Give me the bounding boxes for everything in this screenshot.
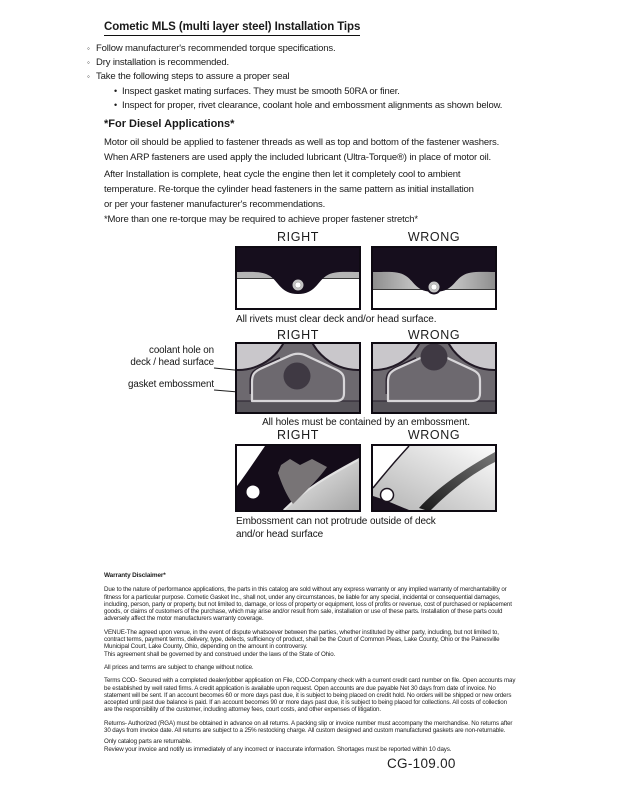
bullet-icon: • [114, 100, 118, 110]
list-item [114, 84, 502, 98]
protrusion-wrong-diagram [371, 444, 497, 512]
page-number: CG-109.00 [387, 756, 456, 771]
bullet-text: Dry installation is recommended. [96, 57, 230, 68]
embossment-containment-wrong-diagram [371, 342, 497, 414]
page-title: Cometic MLS (multi layer steel) Installation Tips [104, 21, 360, 36]
protrusion-wrong-drawing [373, 446, 495, 510]
gasket-embossment-label: gasket embossment [128, 379, 214, 390]
rivet-clearance-right-diagram [235, 246, 361, 310]
caption-rivets: All rivets must clear deck and/or head surface. [236, 314, 437, 325]
review-invoice-note: Review your invoice and notify us immediately of any incorrect or inaccurate information. Shortages must be reported within 10 days. [104, 745, 452, 753]
disclaimer-paragraph: Due to the nature of performance applications, the parts in this catalog are sold without any express warranty or any implied warranty of merchantability or fitness for a particular purpose. Cometic Gasket Inc., shall not, under any circumstances, be liable for any special, incidental or consequential damages, including, person, party or property, but not limited to, damage, or loss of property or equipment, loss of profits or revenue, cost of purchased or replacement goods, or claims of customers of the purchase, which may arise and/or result from sale, installation or use of these parts. Installation of these parts could adversely affect the motor manufacturers warranty coverage. [104, 586, 512, 623]
containment-right-drawing [237, 344, 359, 412]
diesel-applications-heading: *For Diesel Applications* [104, 118, 235, 130]
bullet-icon: • [114, 86, 118, 96]
rivet-wrong-drawing [373, 248, 495, 308]
protrusion-right-drawing [237, 446, 359, 510]
bullet-text: Follow manufacturer's recommended torque specifications. [96, 43, 336, 54]
disclaimer-heading: Warranty Disclaimer* [104, 572, 166, 579]
bullet-icon: ◦ [87, 58, 90, 67]
caption-holes: All holes must be contained by an embossment. [262, 417, 470, 428]
embossment-containment-right-diagram [235, 342, 361, 414]
bullet-text: Take the following steps to assure a proper seal [96, 71, 290, 82]
returns-paragraph: Returns- Authorized (RGA) must be obtained in advance on all returns. A packing slip or invoice number must accompany the merchandise. No returns after 30 days from invoice date. All returns are subject to a 25% restocking charge. All custom designed and custom manufactured gaskets are non-returnable. [104, 719, 513, 735]
bullet-text: Inspect for proper, rivet clearance, coolant hole and embossment alignments as shown below. [122, 100, 503, 111]
warranty-disclaimer [104, 572, 524, 753]
containment-wrong-drawing [373, 344, 495, 412]
right-label: RIGHT [277, 428, 319, 442]
list-item [87, 56, 502, 70]
coolant-hole-label: coolant hole on deck / head surface [130, 345, 214, 368]
terms-cod-paragraph: Terms COD- Secured with a completed dealer/jobber application on File, COD-Company check with a current credit card number on file. Open accounts may be established by well rated firms. A credit application is available upon request. Open accounts are due payable Net 30 days from date of invoice. No statement will be sent. If an account becomes 60 or more days past due, it is subject to being placed on credit hold. No orders will be shipped or new orders accepted until past due balance is paid. If an account becomes 90 or more days past due, it is subject to being placed for collections. All costs of collection are the responsibility of the customer, including attorney fees, court costs, and other expenses of litigation. [104, 677, 516, 714]
diesel-paragraph-1: Motor oil should be applied to fastener threads as well as top and bottom of the fastener washers. When ARP fasteners are used apply the included lubricant (Ultra-Torque®) in place of motor oil. [104, 137, 500, 163]
diesel-paragraph-2: After Installation is complete, heat cycle the engine then let it completely cool to ambient temperature. Re-torque the cylinder head fasteners in the same pattern as initial installation or per your fastener manufacturer's recommendations. [104, 169, 474, 210]
right-label: RIGHT [277, 328, 319, 342]
list-item [114, 98, 502, 112]
catalog-parts-note: Only catalog parts are returnable. [104, 738, 192, 746]
installation-tips-list [87, 42, 502, 112]
protrusion-right-diagram [235, 444, 361, 512]
caption-protrusion: Embossment can not protrude outside of deck and/or head surface [236, 516, 436, 540]
bullet-icon: ◦ [87, 72, 90, 81]
list-item [87, 42, 502, 56]
rivet-clearance-wrong-diagram [371, 246, 497, 310]
venue-paragraph: VENUE-The agreed upon venue, in the event of dispute whatsoever between the parties, whether instituted by either party, including, but not limited to, contract terms, payment terms, delivery, type, defects, sufficiency of product, shall be the Court of Common Pleas, Lake County, Ohio or the Painesville Municipal Court, Lake County, Ohio, depending on the amount in controversy. This agreement shall be governed by and construed under the laws of the State of Ohio. [104, 628, 500, 658]
list-item [87, 70, 502, 84]
bullet-text: Inspect gasket mating surfaces. They must be smooth 50RA or finer. [122, 86, 400, 97]
bullet-icon: ◦ [87, 44, 90, 53]
retorque-note: *More than one re-torque may be required to achieve proper fastener stretch* [104, 214, 418, 225]
rivet-right-drawing [237, 248, 359, 308]
wrong-label: WRONG [407, 328, 461, 342]
wrong-label: WRONG [407, 230, 461, 244]
prices-terms-note: All prices and terms are subject to change without notice. [104, 663, 254, 671]
right-label: RIGHT [277, 230, 319, 244]
wrong-label: WRONG [407, 428, 461, 442]
